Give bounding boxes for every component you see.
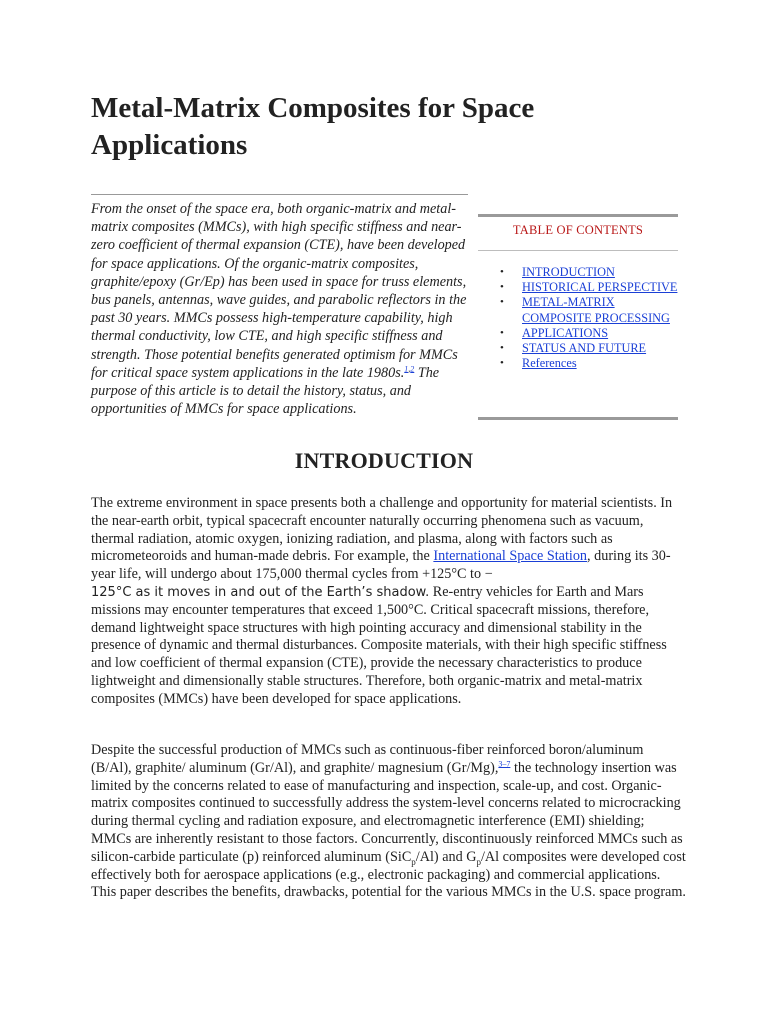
abstract-refs: [404, 364, 414, 373]
toc-link-applications[interactable]: APPLICATIONS: [522, 325, 609, 340]
page-title: Metal-Matrix Composites for Space Applications: [91, 92, 535, 161]
toc-item-status-and-future: [478, 341, 678, 356]
toc-item-applications: [478, 326, 678, 341]
bullet-icon: •: [500, 266, 504, 278]
bullet-icon: •: [500, 326, 504, 339]
toc-link-composite-processing[interactable]: METAL-MATRIX COMPOSITE PROCESSING: [522, 295, 670, 325]
reference-link-3-7[interactable]: 3–7: [498, 759, 511, 769]
reference-link-2[interactable]: 2: [410, 364, 415, 374]
toc-link-references[interactable]: References: [522, 356, 577, 371]
bullet-icon: •: [500, 342, 504, 355]
paragraph-text: Re-entry vehicles for Earth and Mars missions may encounter temperatures that exceed 1,500°C. Critical spacecraft missions, therefore, demand lightweight space structures with high pointing accuracy and dimensional stability in the presence of dynamic and thermal disturbances. Composite materials, with their high specific stiffness and low coefficient of thermal expansion (CTE), provide the necessary characteristics to produce lightweight and dimensionally stable structures. Therefore, both organic-matrix and metal-matrix composites (MMCs) have been developed for space applications.: [91, 583, 667, 707]
paragraph-text: the technology insertion was limited by the concerns related to ease of manufacturing and inspection, scale-up, and cost. Organic-matrix composites continued to successfully address the system-level concerns related to microcracking during thermal cycling and radiation exposure, and electromagnetic interference (EMI) shielding; MMCs are inherently resistant to those factors. Concurrently, discontinuously reinforced MMCs such as silicon-carbide particulate (p) reinforced aluminum (SiC: [91, 759, 683, 865]
toc-divider: [478, 250, 678, 251]
reference-sup: [498, 759, 510, 768]
abstract-text: From the onset of the space era, both organic-matrix and metal-matrix composites (MMCs), with high specific stiffness and near-zero coefficient of thermal expansion (CTE), have been developed for space applications. Of the organic-matrix composites, graphite/epoxy (Gr/Ep) has been used in space for truss elements, bus panels, antennas, wave guides, and parabolic reflectors in the past 30 years. MMCs possess high-temperature capability, high thermal conductivity, low CTE, and high specific stiffness and strength. Those potential benefits generated optimism for MMCs for critical space system applications in the late 1980s.: [91, 201, 467, 381]
paragraph-text-alt-font: 125°C as it moves in and out of the Earth’s shadow.: [91, 584, 430, 600]
table-of-contents: [478, 214, 678, 420]
abstract-text-end: The purpose of this article is to detail the history, status, and opportunities of MMCs for space applications.: [91, 364, 440, 418]
reference-separator: ,: [408, 364, 411, 374]
intro-paragraph-2: [91, 742, 687, 902]
section-heading-introduction: INTRODUCTION: [294, 448, 474, 473]
toc-list: [478, 265, 678, 371]
paragraph-text: , during its 30-year life, will undergo about 175,000 thermal cycles from +125°C to −: [91, 548, 671, 583]
toc-title: TABLE OF CONTENTS: [512, 223, 644, 237]
paragraph-text: /Al) and G: [415, 848, 477, 865]
subscript: p: [476, 856, 481, 867]
abstract: [91, 200, 476, 418]
paragraph-text: The extreme environment in space presents both a challenge and opportunity for material scientists. In the near-earth orbit, typical spacecraft encounter naturally occurring phenomena such as vacuum, thermal radiation, atomic oxygen, ionizing radiation, and plasma, along with factors such as micrometeoroids and human-made debris. For example, the: [91, 495, 673, 565]
toc-link-status-and-future[interactable]: STATUS AND FUTURE: [522, 341, 647, 356]
intro-paragraph-1: [91, 495, 687, 709]
toc-item-references: [478, 356, 678, 371]
toc-link-historical-perspective[interactable]: HISTORICAL PERSPECTIVE: [522, 280, 678, 295]
bullet-icon: •: [500, 281, 504, 294]
iss-link[interactable]: International Space Station: [433, 548, 588, 565]
title-divider: [91, 194, 468, 195]
toc-item-historical-perspective: [478, 280, 678, 295]
bullet-icon: •: [500, 296, 504, 309]
reference-link-1[interactable]: 1: [404, 364, 409, 374]
paragraph-text: Despite the successful production of MMCs such as continuous-fiber reinforced boron/aluminum (B/Al), graphite/ aluminum (Gr/Al), and graphite/ magnesium (Gr/Mg),: [91, 742, 644, 776]
toc-link-introduction[interactable]: INTRODUCTION: [522, 265, 615, 279]
subscript: p: [411, 856, 416, 867]
bullet-icon: •: [500, 357, 504, 370]
toc-item-introduction: [478, 265, 678, 280]
toc-item-composite-processing: [478, 295, 678, 325]
paragraph-text: /Al composites were developed cost effectively both for aerospace applications (e.g., electronic packaging) and commercial applications. This paper describes the benefits, drawbacks, potential for the various MMCs in the U.S. space program.: [91, 848, 686, 901]
